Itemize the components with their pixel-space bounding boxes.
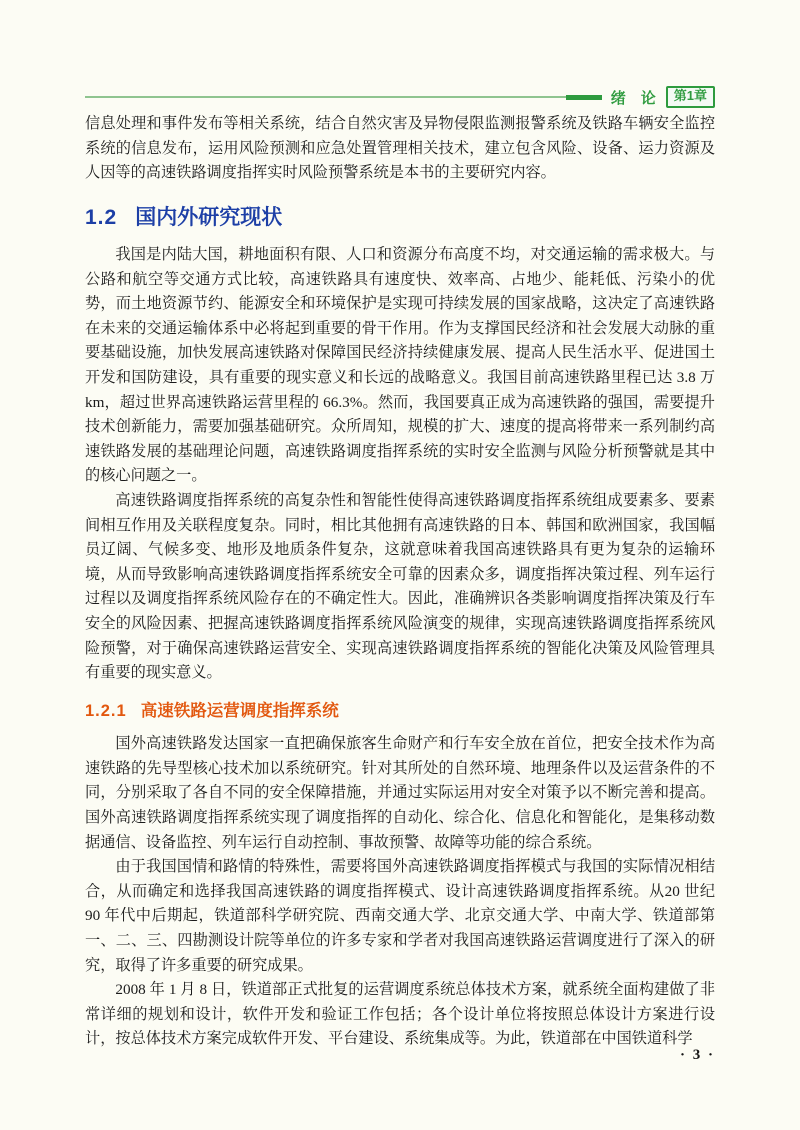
paragraph-system-complexity: 高速铁路调度指挥系统的高复杂性和智能性使得高速铁路调度指挥系统组成要素多、要素间相互作用及关联程度复杂。同时，相比其他拥有高速铁路的日本、韩国和欧洲国家，我国幅员辽阔、气候多变、地形及地质条件复杂，这就意味着我国高速铁路具有更为复杂的运输环境，从而导致影响高速铁路调度指挥系统安全可靠的因素众多，调度指挥决策过程、列车运行过程以及调度指挥系统风险存在的不确定性大。因此，准确辨识各类影响调度指挥决策及行车安全的风险因素、把握高速铁路调度指挥系统风险演变的规律，实现高速铁路调度指挥系统风险预警，对于确保高速铁路运营安全、实现高速铁路调度指挥系统的智能化决策及风险管理具有重要的现实意义。	[85, 491, 715, 682]
subsection-heading	[85, 701, 715, 722]
paragraph-national-demand: 我国是内陆大国，耕地面积有限、人口和资源分布高度不均，对交通运输的需求极大。与公路和航空等交通方式比较，高速铁路具有速度快、效率高、占地少、能耗低、污染小的优势，而土地资源节约、能源安全和环境保护是实现可持续发展的国家战略，这决定了高速铁路在未来的交通运输体系中必将起到重要的骨干作用。作为支撑国民经济和社会发展大动脉的重要基础设施，加快发展高速铁路对保障国民经济持续健康发展、提高人民生活水平、促进国土开发和国防建设，具有重要的现实意义和长远的战略意义。我国目前高速铁路里程已达 3.8 万 km，超过世界高速铁路运营里程的 66.3%。然而，我国要真正成为高速铁路的强国，需要提升技术创新能力，需要加强基础研究。众所周知，规模的扩大、速度的提高将带来一系列制约高速铁路发展的基础理论问题，高速铁路调度指挥系统的实时安全监测与风险分析预警就是其中的核心问题之一。	[85, 246, 715, 485]
paragraph-foreign-systems: 国外高速铁路发达国家一直把确保旅客生命财产和行车安全放在首位，把安全技术作为高速铁路的先导型核心技术加以系统研究。针对其所处的自然环境、地理条件以及运营条件的不同，分别采取了各自不同的安全保障措施，并通过实际运用对安全对策予以不断完善和提高。国外高速铁路调度指挥系统实现了调度指挥的自动化、综合化、信息化和智能化，是集移动数据通信、设备监控、列车运行自动控制、事故预警、故障等功能的综合系统。	[85, 735, 715, 851]
chapter-badge: 第1章	[666, 86, 715, 107]
chapter-header	[85, 86, 715, 108]
header-rule	[85, 96, 566, 98]
subsection-number: 1.2.1	[85, 701, 127, 720]
header-rule-accent	[566, 95, 602, 100]
section-number: 1.2	[85, 205, 118, 229]
page-footer	[680, 1047, 715, 1064]
intro-paragraph: 信息处理和事件发布等相关系统，结合自然灾害及异物侵限监测报警系统及铁路车辆安全监控系统的信息发布，运用风险预测和应急处置管理相关技术，建立包含风险、设备、运力资源及人因等的高速铁路调度指挥实时风险预警系统是本书的主要研究内容。	[85, 115, 715, 182]
paragraph-domestic-research: 由于我国国情和路情的特殊性，需要将国外高速铁路调度指挥模式与我国的实际情况相结合，从而确定和选择我国高速铁路的调度指挥模式、设计高速铁路调度指挥系统。从20 世纪 90 年代中后期起，铁道部科学研究院、西南交通大学、北京交通大学、中南大学、铁道部第一、二、三、四勘测设计院等单位的许多专家和学者对我国高速铁路运营调度进行了深入的研究，取得了许多重要的研究成果。	[85, 858, 715, 974]
section-title: 国内外研究现状	[135, 205, 283, 229]
running-head-title: 绪 论	[610, 89, 656, 107]
page-content	[85, 112, 715, 1052]
section-heading	[85, 205, 715, 231]
page-number: · 3 ·	[679, 1047, 715, 1063]
paragraph-2008-plan: 2008 年 1 月 8 日，铁道部正式批复的运营调度系统总体技术方案，就系统全面构建做了非常详细的规划和设计，软件开发和验证工作包括；各个设计单位将按照总体设计方案进行设计，按总体技术方案完成软件开发、平台建设、系统集成等。为此，铁道部在中国铁道科学	[85, 981, 715, 1048]
subsection-title: 高速铁路运营调度指挥系统	[140, 701, 339, 720]
